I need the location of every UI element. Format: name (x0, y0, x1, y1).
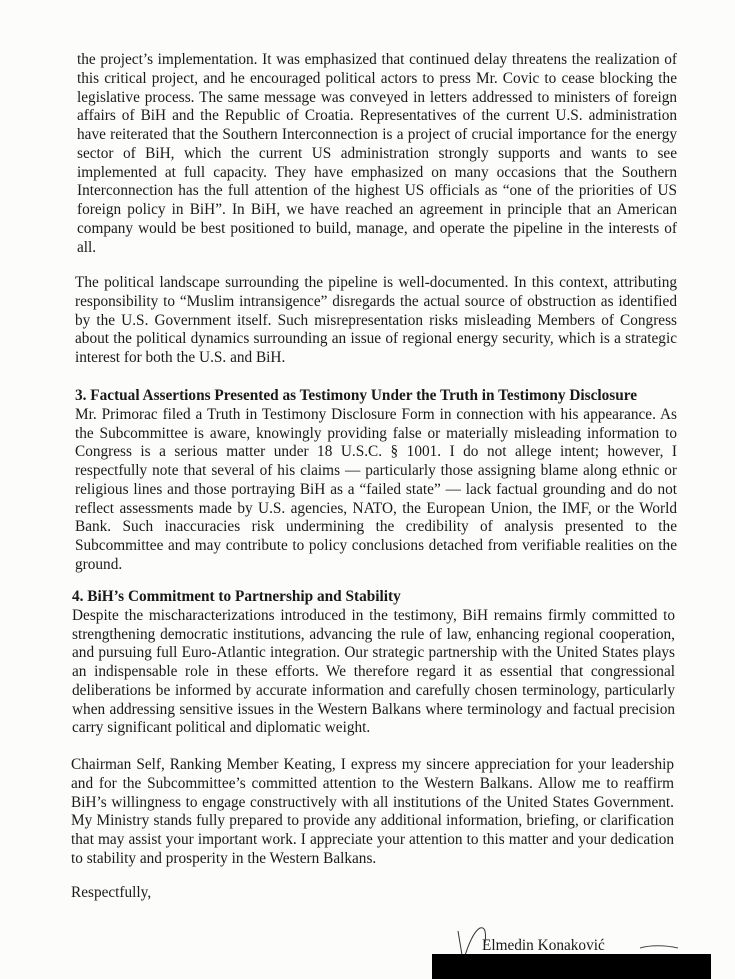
section-factual-assertions (75, 387, 677, 575)
paragraph-political-landscape (75, 274, 677, 368)
paragraph-text: Chairman Self, Ranking Member Keating, I express my sincere appreciation for your leadership and for the Subcommittee’s committed attention to the Western Balkans. Allow me to reaffirm BiH’s willingness to engage constructively with all institutions of the United States Government. My Ministry stands fully prepared to provide any additional information, briefing, or clarification that may assist your important work. I appreciate your attention to this matter and your dedication to stability and prosperity in the Western Balkans. (71, 756, 674, 867)
section-heading: 4. BiH’s Commitment to Partnership and Stability (72, 588, 401, 605)
section-commitment-partnership (72, 588, 675, 738)
signatory-name: Elmedin Konaković (482, 937, 605, 954)
paragraph-text: The political landscape surrounding the pipeline is well-documented. In this context, attributing responsibility to “Muslim intransigence” disregards the actual source of obstruction as identified by the U.S. Government itself. Such misrepresentation risks misleading Members of Congress about the political dynamics surrounding an issue of regional energy security, which is a strategic interest for both the U.S. and BiH. (75, 274, 677, 366)
closing-salutation: Respectfully, (71, 884, 152, 901)
section-body: Mr. Primorac filed a Truth in Testimony Disclosure Form in connection with his appearance. As the Subcommittee is aware, knowingly providing false or materially misleading information to Congress is a serious matter under 18 U.S.C. § 1001. I do not allege intent; however, I respectfully note that several of his claims — particularly those assigning blame along ethnic or religious lines and those portraying BiH as a “failed state” — lack factual grounding and do not reflect assessments made by U.S. agencies, NATO, the European Union, the IMF, or the World Bank. Such inaccuracies risk undermining the credibility of analysis presented to the Subcommittee and may contribute to policy conclusions detached from verifiable realities on the ground. (75, 405, 677, 573)
section-body: Despite the mischaracterizations introduced in the testimony, BiH remains firmly committed to strengthening democratic institutions, advancing the rule of law, enhancing regional cooperation, and pursuing full Euro-Atlantic integration. Our strategic partnership with the United States plays an indispensable role in these efforts. We therefore regard it as essential that congressional deliberations be informed by accurate information and carefully chosen terminology, particularly when addressing sensitive issues in the Western Balkans where terminology and factual precision carry significant political and diplomatic weight. (72, 606, 675, 737)
redaction-bar (432, 954, 711, 979)
section-heading: 3. Factual Assertions Presented as Testimony Under the Truth in Testimony Disclosure (75, 387, 638, 404)
paragraph-appreciation (71, 756, 674, 869)
paragraph-text: the project’s implementation. It was emphasized that continued delay threatens the realization of this critical project, and he encouraged political actors to press Mr. Covic to cease blocking the legislative process. The same message was conveyed in letters addressed to ministers of foreign affairs of BiH and the Republic of Croatia. Representatives of the current U.S. administration have reiterated that the Southern Interconnection is a project of crucial importance for the energy sector of BiH, which the current US administration strongly supports and wants to see implemented at full capacity. They have emphasized on many occasions that the Southern Interconnection has the full attention of the highest US officials as “one of the priorities of US foreign policy in BiH”. In BiH, we have reached an agreement in principle that an American company would be best positioned to build, manage, and operate the pipeline in the interests of all. (77, 51, 677, 256)
paragraph-pipeline-implementation (77, 51, 677, 257)
